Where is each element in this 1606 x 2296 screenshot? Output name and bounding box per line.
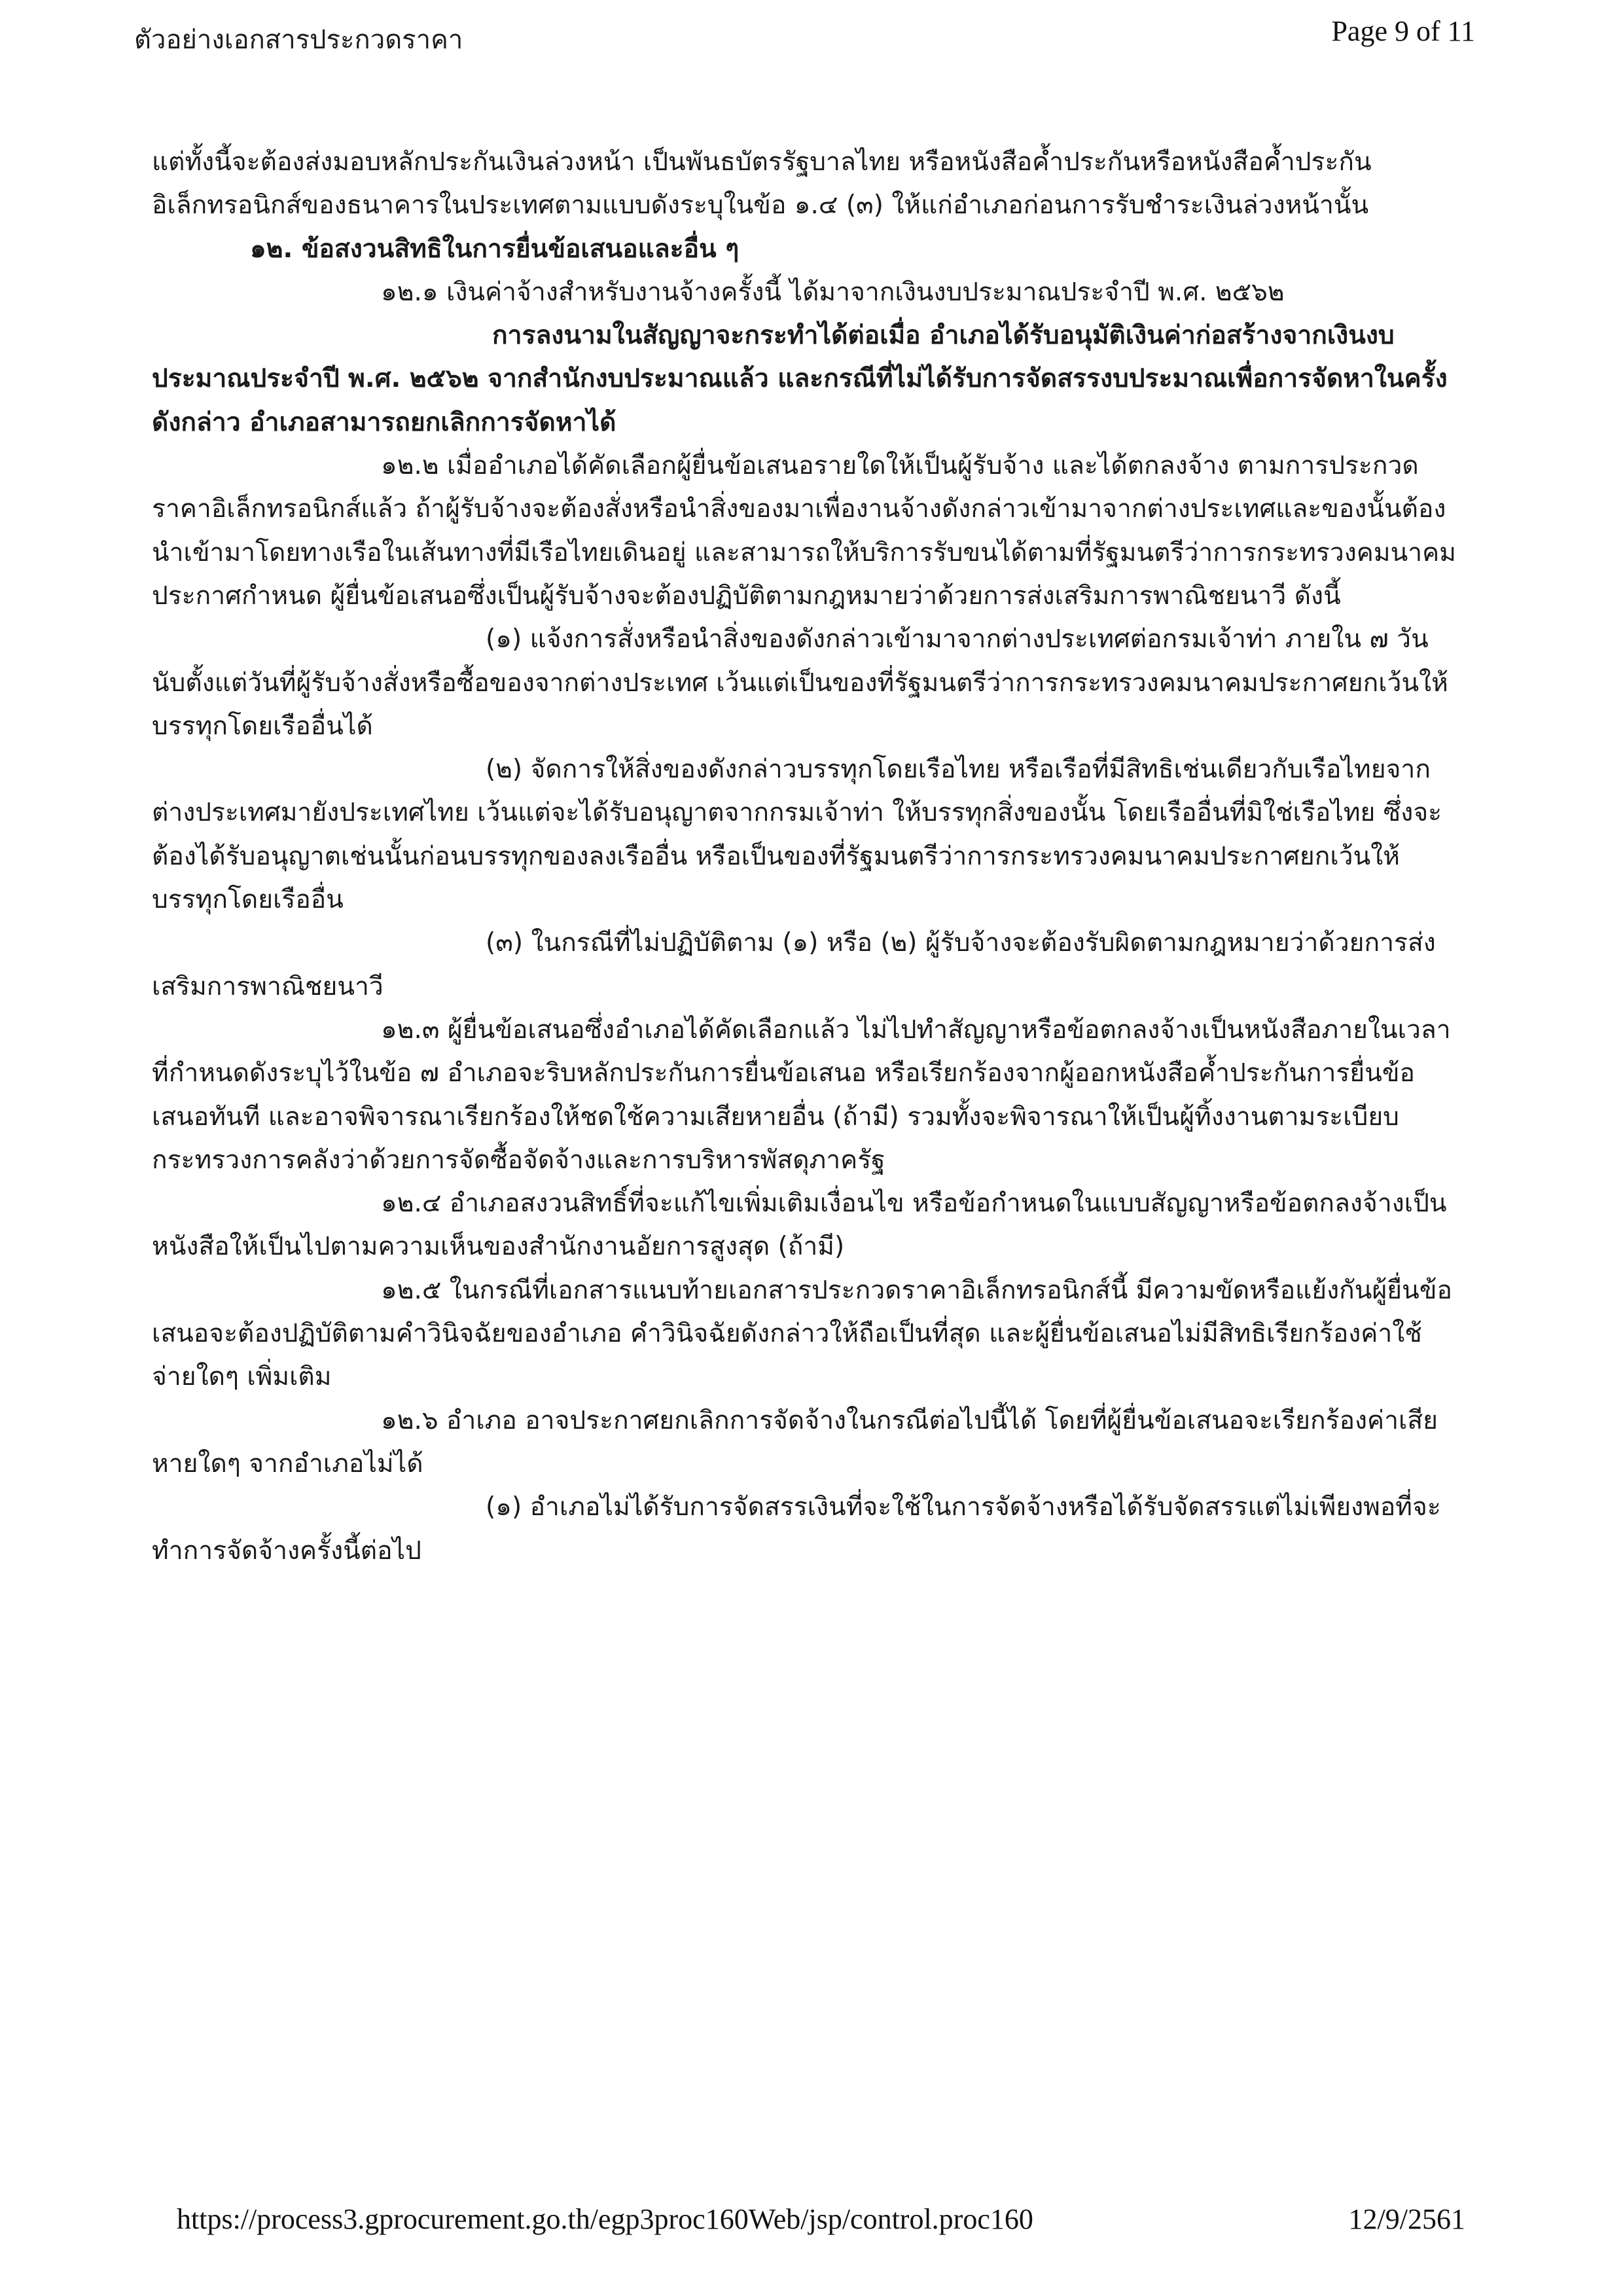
clause-12-2-item-2: (๒) จัดการให้สิ่งของดังกล่าวบรรทุกโดยเรือไทย หรือเรือที่มีสิทธิเช่นเดียวกับเรือไทยจากต่างประเทศมายังประเทศไทย เว้นแต่จะได้รับอนุญาตจากกรมเจ้าท่า ให้บรรทุกสิ่งของนั้น โดยเรืออื่นที่มิใช่เรือไทย ซึ่งจะต้องได้รับอนุญาตเช่นนั้นก่อนบรรทุกของลงเรืออื่น หรือเป็นของที่รัฐมนตรีว่าการกระทรวงคมนาคมประกาศยกเว้นให้บรรทุกโดยเรืออื่น xyxy=(152,755,1442,915)
clause-12-5: ๑๒.๕ ในกรณีที่เอกสารแนบท้ายเอกสารประกวดราคาอิเล็กทรอนิกส์นี้ มีความขัดหรือแย้งกันผู้ยื่นข้อเสนอจะต้องปฏิบัติตามคำวินิจฉัยของอำเภอ คำวินิจฉัยดังกล่าวให้ถือเป็นที่สุด และผู้ยื่นข้อเสนอไม่มีสิทธิเรียกร้องค่าใช้จ่ายใดๆ เพิ่มเติม xyxy=(152,1275,1452,1392)
paragraph-advance-guarantee: แต่ทั้งนี้จะต้องส่งมอบหลักประกันเงินล่วงหน้า เป็นพันธบัตรรัฐบาลไทย หรือหนังสือค้ำประกันหรือหนังสือค้ำประกันอิเล็กทรอนิกส์ของธนาคารในประเทศตามแบบดังระบุในข้อ ๑.๔ (๓) ให้แก่อำเภอก่อนการรับชำระเงินล่วงหน้านั้น xyxy=(152,147,1372,221)
clause-12-1: ๑๒.๑ เงินค่าจ้างสำหรับงานจ้างครั้งนี้ ได้มาจากเงินงบประมาณประจำปี พ.ศ. ๒๕๖๒ xyxy=(381,277,1285,307)
footer-url: https://process3.gprocurement.go.th/egp3proc160Web/jsp/control.proc160 xyxy=(177,2203,1033,2235)
clause-12-6: ๑๒.๖ อำเภอ อาจประกาศยกเลิกการจัดจ้างในกรณีต่อไปนี้ได้ โดยที่ผู้ยื่นข้อเสนอจะเรียกร้องค่าเสียหายใดๆ จากอำเภอไม่ได้ xyxy=(152,1405,1438,1479)
clause-12-3: ๑๒.๓ ผู้ยื่นข้อเสนอซึ่งอำเภอได้คัดเลือกแล้ว ไม่ไปทำสัญญาหรือข้อตกลงจ้างเป็นหนังสือภายในเวลาที่กำหนดดังระบุไว้ในข้อ ๗ อำเภอจะริบหลักประกันการยื่นข้อเสนอ หรือเรียกร้องจากผู้ออกหนังสือค้ำประกันการยื่นข้อเสนอทันที และอาจพิจารณาเรียกร้องให้ชดใช้ความเสียหายอื่น (ถ้ามี) รวมทั้งจะพิจารณาให้เป็นผู้ทิ้งงานตามระเบียบกระทรวงการคลังว่าด้วยการจัดซื้อจัดจ้างและการบริหารพัสดุภาครัฐ xyxy=(152,1014,1451,1175)
clause-12-2: ๑๒.๒ เมื่ออำเภอได้คัดเลือกผู้ยื่นข้อเสนอรายใดให้เป็นผู้รับจ้าง และได้ตกลงจ้าง ตามการประกวดราคาอิเล็กทรอนิกส์แล้ว ถ้าผู้รับจ้างจะต้องสั่งหรือนำสิ่งของมาเพื่องานจ้างดังกล่าวเข้ามาจากต่างประเทศและของนั้นต้องนำเข้ามาโดยทางเรือในเส้นทางที่มีเรือไทยเดินอยู่ และสามารถให้บริการรับขนได้ตามที่รัฐมนตรีว่าการกระทรวงคมนาคมประกาศกำหนด ผู้ยื่นข้อเสนอซึ่งเป็นผู้รับจ้างจะต้องปฏิบัติตามกฎหมายว่าด้วยการส่งเสริมการพาณิชยนาวี ดังนี้ xyxy=(152,451,1456,611)
clause-12-2-item-1: (๑) แจ้งการสั่งหรือนำสิ่งของดังกล่าวเข้ามาจากต่างประเทศต่อกรมเจ้าท่า ภายใน ๗ วัน นับตั้งแต่วันที่ผู้รับจ้างสั่งหรือซื้อของจากต่างประเทศ เว้นแต่เป็นของที่รัฐมนตรีว่าการกระทรวงคมนาคมประกาศยกเว้นให้บรรทุกโดยเรืออื่นได้ xyxy=(152,624,1448,741)
section-12-heading: ๑๒. ข้อสงวนสิทธิในการยื่นข้อเสนอและอื่น ๆ xyxy=(250,234,740,264)
document-body xyxy=(152,141,1461,1573)
clause-12-6-item-1: (๑) อำเภอไม่ได้รับการจัดสรรเงินที่จะใช้ในการจัดจ้างหรือได้รับจัดสรรแต่ไม่เพียงพอที่จะทำการจัดจ้างครั้งนี้ต่อไป xyxy=(152,1492,1441,1566)
clause-12-2-item-3: (๓) ในกรณีที่ไม่ปฏิบัติตาม (๑) หรือ (๒) ผู้รับจ้างจะต้องรับผิดตามกฎหมายว่าด้วยการส่งเสริมการพาณิชยนาวี xyxy=(152,928,1436,1001)
footer-date: 12/9/2561 xyxy=(1348,2203,1465,2235)
page-number: Page 9 of 11 xyxy=(1331,15,1475,47)
clause-12-1-signing-condition: การลงนามในสัญญาจะกระทำได้ต่อเมื่อ อำเภอได้รับอนุมัติเงินค่าก่อสร้างจากเงินงบประมาณประจำปี พ.ศ. ๒๕๖๒ จากสำนักงบประมาณแล้ว และกรณีที่ไม่ได้รับการจัดสรรงบประมาณเพื่อการจัดหาในครั้งดังกล่าว อำเภอสามารถยกเลิกการจัดหาได้ xyxy=(152,321,1448,437)
document-header-title: ตัวอย่างเอกสารประกวดราคา xyxy=(134,25,463,55)
clause-12-4: ๑๒.๔ อำเภอสงวนสิทธิ์ที่จะแก้ไขเพิ่มเติมเงื่อนไข หรือข้อกำหนดในแบบสัญญาหรือข้อตกลงจ้างเป็นหนังสือให้เป็นไปตามความเห็นของสำนักงานอัยการสูงสุด (ถ้ามี) xyxy=(152,1189,1447,1262)
